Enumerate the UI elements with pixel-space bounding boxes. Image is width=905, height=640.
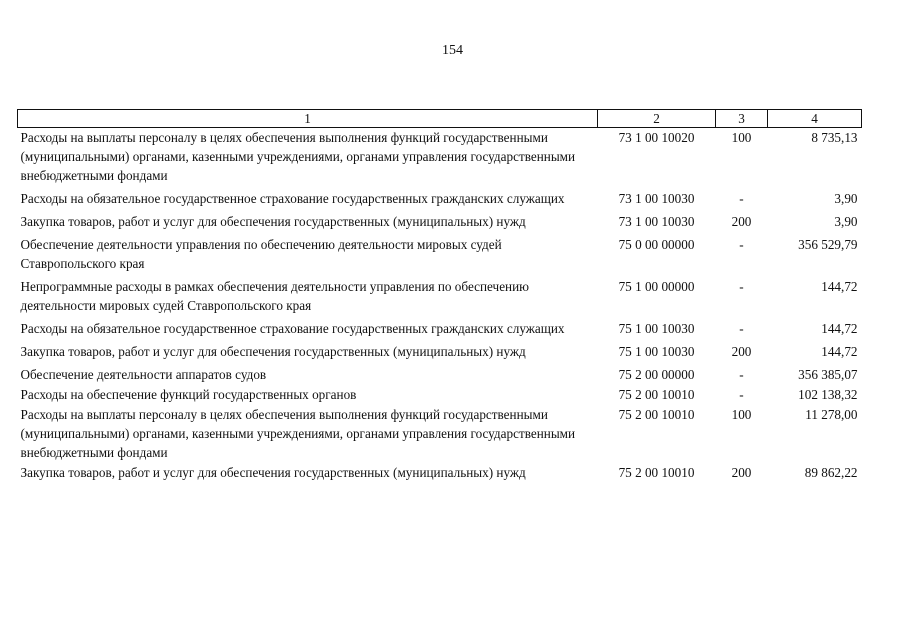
budget-table <box>17 109 862 483</box>
row-expense-type: - <box>739 387 744 402</box>
row-name: Обеспечение деятельности управления по обеспечению деятельности мировых судей Ставропольского края <box>20 237 502 271</box>
table-row <box>18 405 862 463</box>
row-amount: 89 862,22 <box>804 465 858 480</box>
row-amount: 356 529,79 <box>798 237 858 252</box>
table-row <box>18 128 862 190</box>
row-name: Обеспечение деятельности аппаратов судов <box>20 367 267 382</box>
row-amount: 102 138,32 <box>798 387 858 402</box>
row-amount: 11 278,00 <box>805 407 858 422</box>
row-name: Расходы на выплаты персоналу в целях обеспечения выполнения функций государственными (муниципальными) органами, казенными учреждениями, органами управления государственными внебюджетными фондами <box>20 130 576 183</box>
table-row <box>18 463 862 483</box>
column-header-amount: 4 <box>768 110 862 128</box>
row-expense-type: 100 <box>731 407 752 422</box>
row-amount: 144,72 <box>821 321 858 336</box>
row-code: 75 1 00 10030 <box>618 321 695 336</box>
row-expense-type: - <box>739 279 744 294</box>
row-code: 75 2 00 10010 <box>618 387 695 402</box>
row-expense-type: - <box>739 367 744 382</box>
row-code: 75 0 00 00000 <box>618 237 695 252</box>
row-name: Расходы на обеспечение функций государственных органов <box>20 387 357 402</box>
row-name: Закупка товаров, работ и услуг для обеспечения государственных (муниципальных) нужд <box>20 344 526 359</box>
row-code: 75 2 00 00000 <box>618 367 695 382</box>
table-row <box>18 342 862 365</box>
row-name: Расходы на обязательное государственное страхование государственных гражданских служащих <box>20 191 565 206</box>
row-code: 75 2 00 10010 <box>618 465 695 480</box>
row-amount: 144,72 <box>821 279 858 294</box>
row-name: Закупка товаров, работ и услуг для обеспечения государственных (муниципальных) нужд <box>20 465 526 480</box>
row-expense-type: 200 <box>731 344 752 359</box>
row-code: 75 2 00 10010 <box>618 407 695 422</box>
table-row <box>18 365 862 385</box>
table-row <box>18 189 862 212</box>
row-amount: 3,90 <box>834 214 858 229</box>
row-expense-type: 200 <box>731 214 752 229</box>
table-body <box>18 128 862 484</box>
row-amount: 3,90 <box>834 191 858 206</box>
row-code: 75 1 00 00000 <box>618 279 695 294</box>
row-code: 73 1 00 10020 <box>618 130 695 145</box>
table-row <box>18 385 862 405</box>
row-name: Расходы на выплаты персоналу в целях обеспечения выполнения функций государственными (муниципальными) органами, казенными учреждениями, органами управления государственными внебюджетными фондами <box>20 407 576 460</box>
row-amount: 8 735,13 <box>811 130 858 145</box>
column-header-type: 3 <box>716 110 768 128</box>
column-header-name: 1 <box>18 110 598 128</box>
table-row <box>18 277 862 319</box>
row-amount: 356 385,07 <box>798 367 858 382</box>
row-name: Закупка товаров, работ и услуг для обеспечения государственных (муниципальных) нужд <box>20 214 526 229</box>
row-name: Непрограммные расходы в рамках обеспечения деятельности управления по обеспечению деятельности мировых судей Ставропольского края <box>20 279 530 313</box>
row-code: 75 1 00 10030 <box>618 344 695 359</box>
table-row <box>18 212 862 235</box>
row-name: Расходы на обязательное государственное страхование государственных гражданских служащих <box>20 321 565 336</box>
row-expense-type: - <box>739 237 744 252</box>
row-expense-type: - <box>739 321 744 336</box>
column-header-code: 2 <box>598 110 716 128</box>
row-code: 73 1 00 10030 <box>618 191 695 206</box>
page-number: 154 <box>442 43 463 58</box>
table-row <box>18 235 862 277</box>
row-expense-type: 100 <box>731 130 752 145</box>
row-expense-type: 200 <box>731 465 752 480</box>
row-code: 73 1 00 10030 <box>618 214 695 229</box>
row-amount: 144,72 <box>821 344 858 359</box>
table-row <box>18 319 862 342</box>
row-expense-type: - <box>739 191 744 206</box>
table-header-row <box>18 110 862 128</box>
